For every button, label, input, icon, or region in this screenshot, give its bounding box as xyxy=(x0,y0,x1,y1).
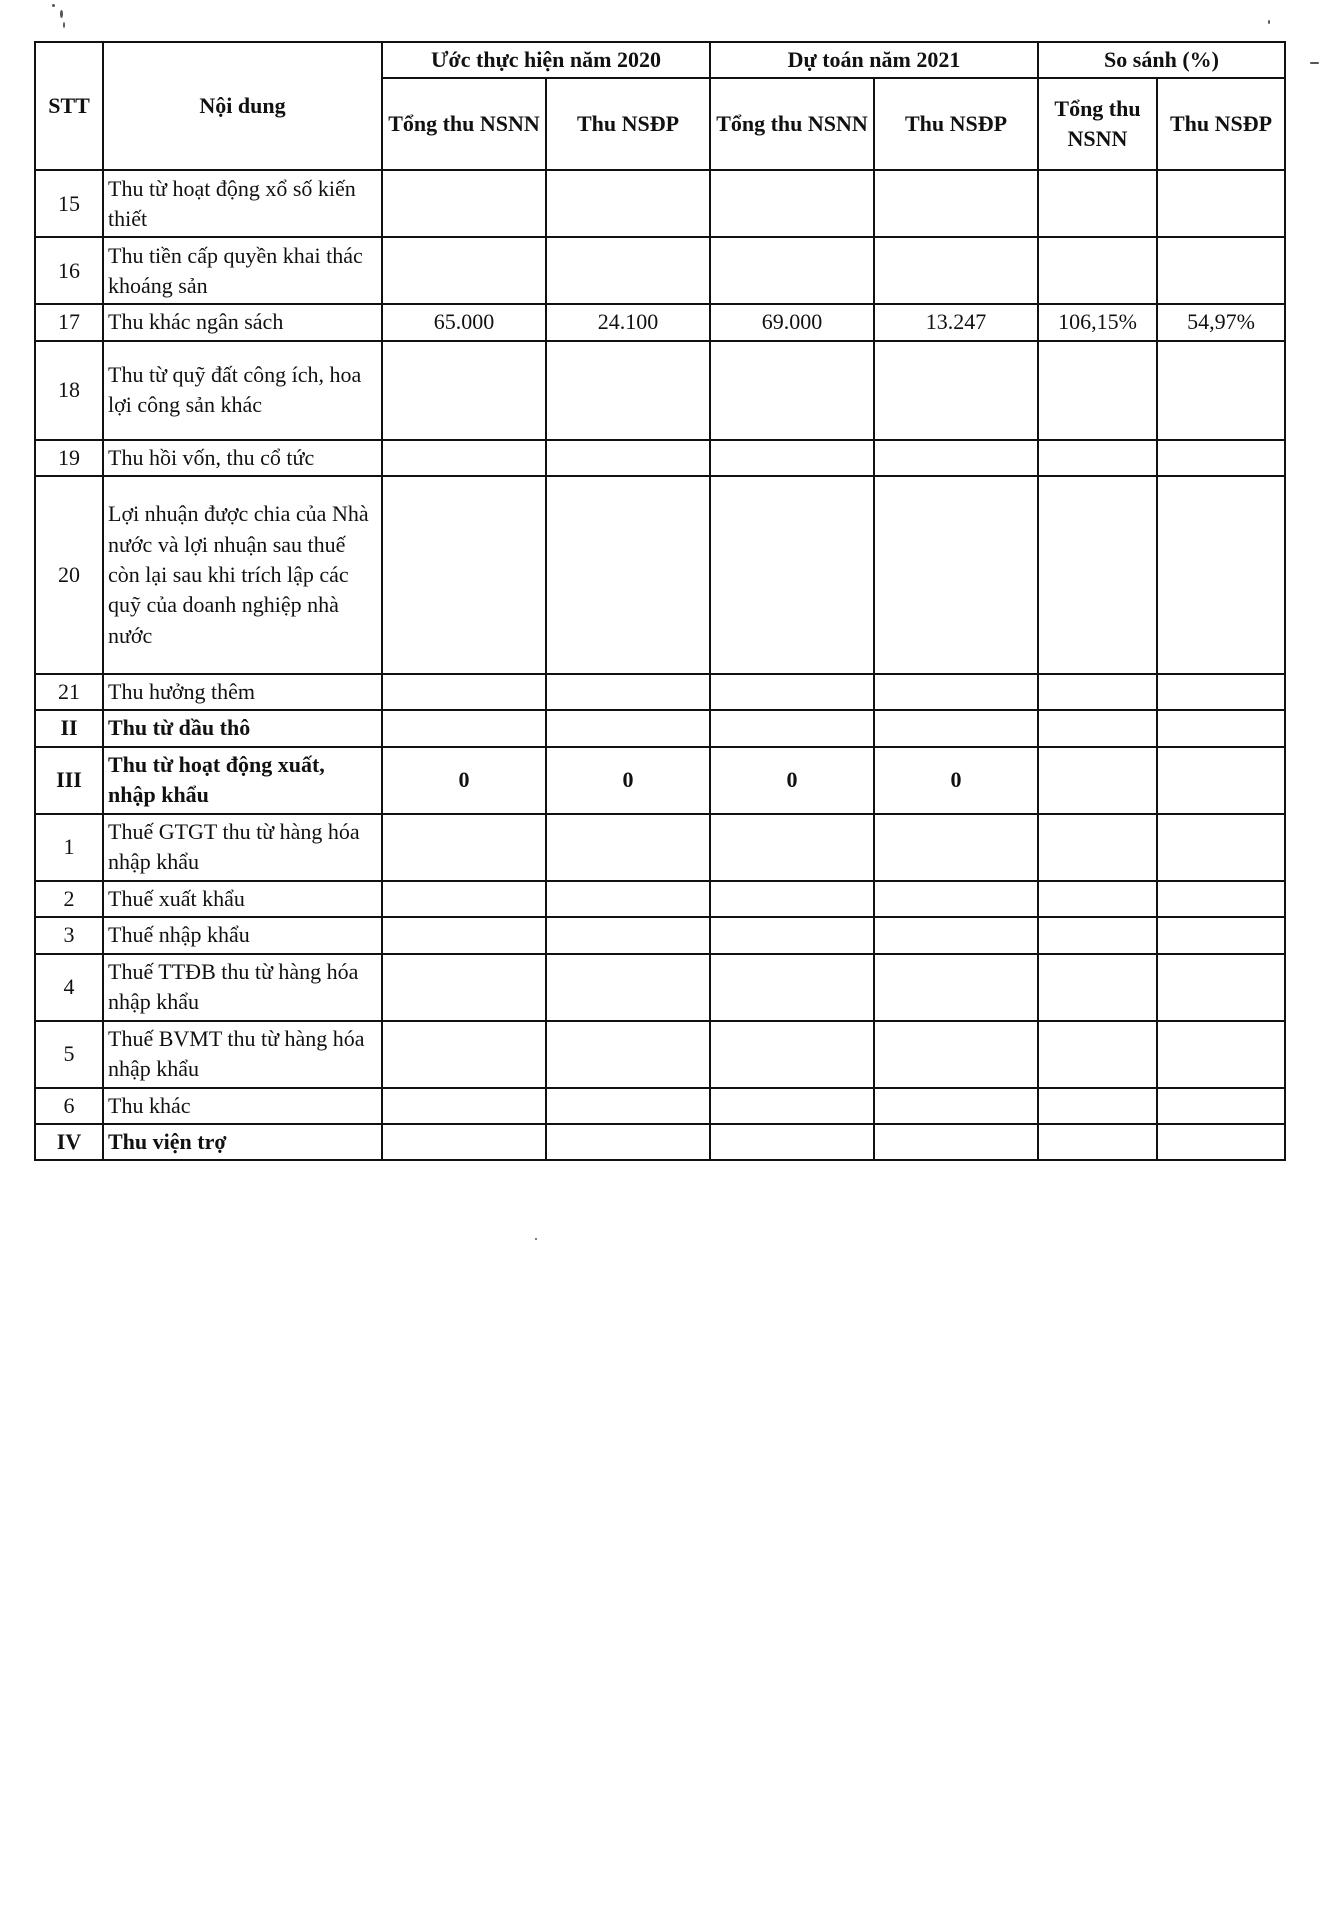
row-stt: 1 xyxy=(35,814,103,881)
row-value: 24.100 xyxy=(546,304,710,340)
budget-table xyxy=(34,41,1286,1161)
row-stt: 3 xyxy=(35,917,103,953)
row-value xyxy=(874,440,1038,476)
header-stt: STT xyxy=(35,42,103,170)
row-value xyxy=(546,1124,710,1160)
row-value xyxy=(1157,917,1285,953)
row-value xyxy=(874,710,1038,746)
row-value xyxy=(874,476,1038,674)
row-value: 69.000 xyxy=(710,304,874,340)
row-value xyxy=(546,476,710,674)
scan-speck xyxy=(535,1238,537,1240)
table-row xyxy=(35,1124,1285,1160)
header-subcol: Tổng thu NSNN xyxy=(382,78,546,170)
header-content: Nội dung xyxy=(103,42,382,170)
row-value xyxy=(382,237,546,304)
row-value xyxy=(1038,170,1157,237)
row-value xyxy=(546,674,710,710)
table-row xyxy=(35,1088,1285,1124)
row-value xyxy=(710,476,874,674)
row-value xyxy=(710,1124,874,1160)
row-value xyxy=(1157,341,1285,440)
row-value xyxy=(382,881,546,917)
row-value xyxy=(1157,1088,1285,1124)
row-value xyxy=(710,237,874,304)
row-value xyxy=(1038,814,1157,881)
row-content: Thuế nhập khẩu xyxy=(103,917,382,953)
row-value xyxy=(1157,747,1285,814)
row-value xyxy=(546,440,710,476)
row-content: Thuế BVMT thu từ hàng hóa nhập khẩu xyxy=(103,1021,382,1088)
row-value xyxy=(1157,476,1285,674)
row-value xyxy=(546,954,710,1021)
row-value xyxy=(874,954,1038,1021)
row-value xyxy=(382,674,546,710)
scan-speck xyxy=(63,22,65,28)
row-value: 0 xyxy=(546,747,710,814)
row-content: Thu tiền cấp quyền khai thác khoáng sản xyxy=(103,237,382,304)
table-body xyxy=(35,170,1285,1160)
table-row xyxy=(35,476,1285,674)
row-value xyxy=(546,710,710,746)
row-stt: 16 xyxy=(35,237,103,304)
scan-speck xyxy=(60,10,63,18)
row-stt: 2 xyxy=(35,881,103,917)
row-value xyxy=(1157,237,1285,304)
row-stt: III xyxy=(35,747,103,814)
row-stt: 6 xyxy=(35,1088,103,1124)
row-value xyxy=(546,917,710,953)
row-value xyxy=(710,954,874,1021)
row-stt: 18 xyxy=(35,341,103,440)
row-value xyxy=(1038,1088,1157,1124)
row-value xyxy=(382,1124,546,1160)
row-value xyxy=(1157,440,1285,476)
row-value xyxy=(1038,710,1157,746)
row-value xyxy=(546,1088,710,1124)
row-value xyxy=(546,881,710,917)
row-value xyxy=(382,341,546,440)
row-value xyxy=(710,341,874,440)
row-value xyxy=(1038,341,1157,440)
header-subcol: Thu NSĐP xyxy=(546,78,710,170)
table-row xyxy=(35,304,1285,340)
row-value xyxy=(710,674,874,710)
row-value xyxy=(1157,170,1285,237)
row-value xyxy=(1157,674,1285,710)
header-subcol: Tổng thu NSNN xyxy=(1038,78,1157,170)
table-row xyxy=(35,747,1285,814)
row-value xyxy=(710,440,874,476)
row-value xyxy=(874,674,1038,710)
header-subcol: Tổng thu NSNN xyxy=(710,78,874,170)
row-content: Thu khác xyxy=(103,1088,382,1124)
row-value: 0 xyxy=(874,747,1038,814)
row-value xyxy=(382,170,546,237)
table-row xyxy=(35,341,1285,440)
row-value xyxy=(382,440,546,476)
row-value xyxy=(546,1021,710,1088)
row-stt: 19 xyxy=(35,440,103,476)
row-value xyxy=(1038,747,1157,814)
header-group-comparison: So sánh (%) xyxy=(1038,42,1285,78)
row-stt: 5 xyxy=(35,1021,103,1088)
row-value xyxy=(1038,917,1157,953)
row-value xyxy=(710,881,874,917)
row-stt: 15 xyxy=(35,170,103,237)
row-value xyxy=(874,341,1038,440)
row-value xyxy=(382,917,546,953)
row-value xyxy=(874,1124,1038,1160)
row-value xyxy=(874,814,1038,881)
row-value xyxy=(1157,1021,1285,1088)
row-stt: IV xyxy=(35,1124,103,1160)
row-value xyxy=(546,237,710,304)
row-value: 0 xyxy=(382,747,546,814)
row-value: 106,15% xyxy=(1038,304,1157,340)
row-value xyxy=(1157,1124,1285,1160)
scan-speck xyxy=(1310,62,1319,64)
table-row xyxy=(35,237,1285,304)
row-value xyxy=(874,1088,1038,1124)
row-content: Thu viện trợ xyxy=(103,1124,382,1160)
table-row xyxy=(35,710,1285,746)
row-value xyxy=(1038,954,1157,1021)
header-subcol: Thu NSĐP xyxy=(1157,78,1285,170)
row-value xyxy=(382,1021,546,1088)
row-stt: 17 xyxy=(35,304,103,340)
row-value xyxy=(710,170,874,237)
row-value xyxy=(1038,476,1157,674)
row-value xyxy=(546,341,710,440)
row-value xyxy=(382,710,546,746)
header-group-budget-2021: Dự toán năm 2021 xyxy=(710,42,1038,78)
row-stt: 4 xyxy=(35,954,103,1021)
header-subcol: Thu NSĐP xyxy=(874,78,1038,170)
row-value xyxy=(874,1021,1038,1088)
row-content: Thuế TTĐB thu từ hàng hóa nhập khẩu xyxy=(103,954,382,1021)
row-value xyxy=(1038,237,1157,304)
row-value: 0 xyxy=(710,747,874,814)
row-value xyxy=(710,917,874,953)
row-stt: 20 xyxy=(35,476,103,674)
table-row xyxy=(35,954,1285,1021)
row-value xyxy=(1038,1021,1157,1088)
row-value xyxy=(710,1088,874,1124)
row-value xyxy=(1157,710,1285,746)
row-value xyxy=(1157,954,1285,1021)
row-value xyxy=(1038,1124,1157,1160)
row-value xyxy=(710,1021,874,1088)
table-row xyxy=(35,440,1285,476)
row-value xyxy=(710,710,874,746)
row-stt: II xyxy=(35,710,103,746)
scan-speck xyxy=(52,4,55,7)
row-stt: 21 xyxy=(35,674,103,710)
row-value xyxy=(874,881,1038,917)
row-value xyxy=(382,476,546,674)
row-value xyxy=(382,954,546,1021)
row-value xyxy=(874,237,1038,304)
scan-speck xyxy=(1268,20,1270,24)
row-value xyxy=(1038,881,1157,917)
row-content: Thu từ dầu thô xyxy=(103,710,382,746)
row-content: Thuế xuất khẩu xyxy=(103,881,382,917)
row-value xyxy=(382,1088,546,1124)
row-value xyxy=(874,170,1038,237)
row-value: 65.000 xyxy=(382,304,546,340)
row-content: Thu từ quỹ đất công ích, hoa lợi công sản khác xyxy=(103,341,382,440)
row-value xyxy=(1038,440,1157,476)
row-content: Thu từ hoạt động xuất, nhập khẩu xyxy=(103,747,382,814)
row-content: Thuế GTGT thu từ hàng hóa nhập khẩu xyxy=(103,814,382,881)
row-value xyxy=(1157,881,1285,917)
row-value xyxy=(710,814,874,881)
row-content: Lợi nhuận được chia của Nhà nước và lợi nhuận sau thuế còn lại sau khi trích lập các quỹ của doanh nghiệp nhà nước xyxy=(103,476,382,674)
row-content: Thu từ hoạt động xổ số kiến thiết xyxy=(103,170,382,237)
row-content: Thu hồi vốn, thu cổ tức xyxy=(103,440,382,476)
row-value xyxy=(546,170,710,237)
table-row xyxy=(35,881,1285,917)
table-row xyxy=(35,814,1285,881)
row-value: 13.247 xyxy=(874,304,1038,340)
row-value xyxy=(1038,674,1157,710)
row-value: 54,97% xyxy=(1157,304,1285,340)
table-row xyxy=(35,1021,1285,1088)
row-value xyxy=(1157,814,1285,881)
row-value xyxy=(874,917,1038,953)
row-value xyxy=(546,814,710,881)
table-row xyxy=(35,674,1285,710)
table-row xyxy=(35,917,1285,953)
table-header xyxy=(35,42,1285,170)
row-content: Thu hưởng thêm xyxy=(103,674,382,710)
row-value xyxy=(382,814,546,881)
table-row xyxy=(35,170,1285,237)
header-group-estimate-2020: Ước thực hiện năm 2020 xyxy=(382,42,710,78)
row-content: Thu khác ngân sách xyxy=(103,304,382,340)
